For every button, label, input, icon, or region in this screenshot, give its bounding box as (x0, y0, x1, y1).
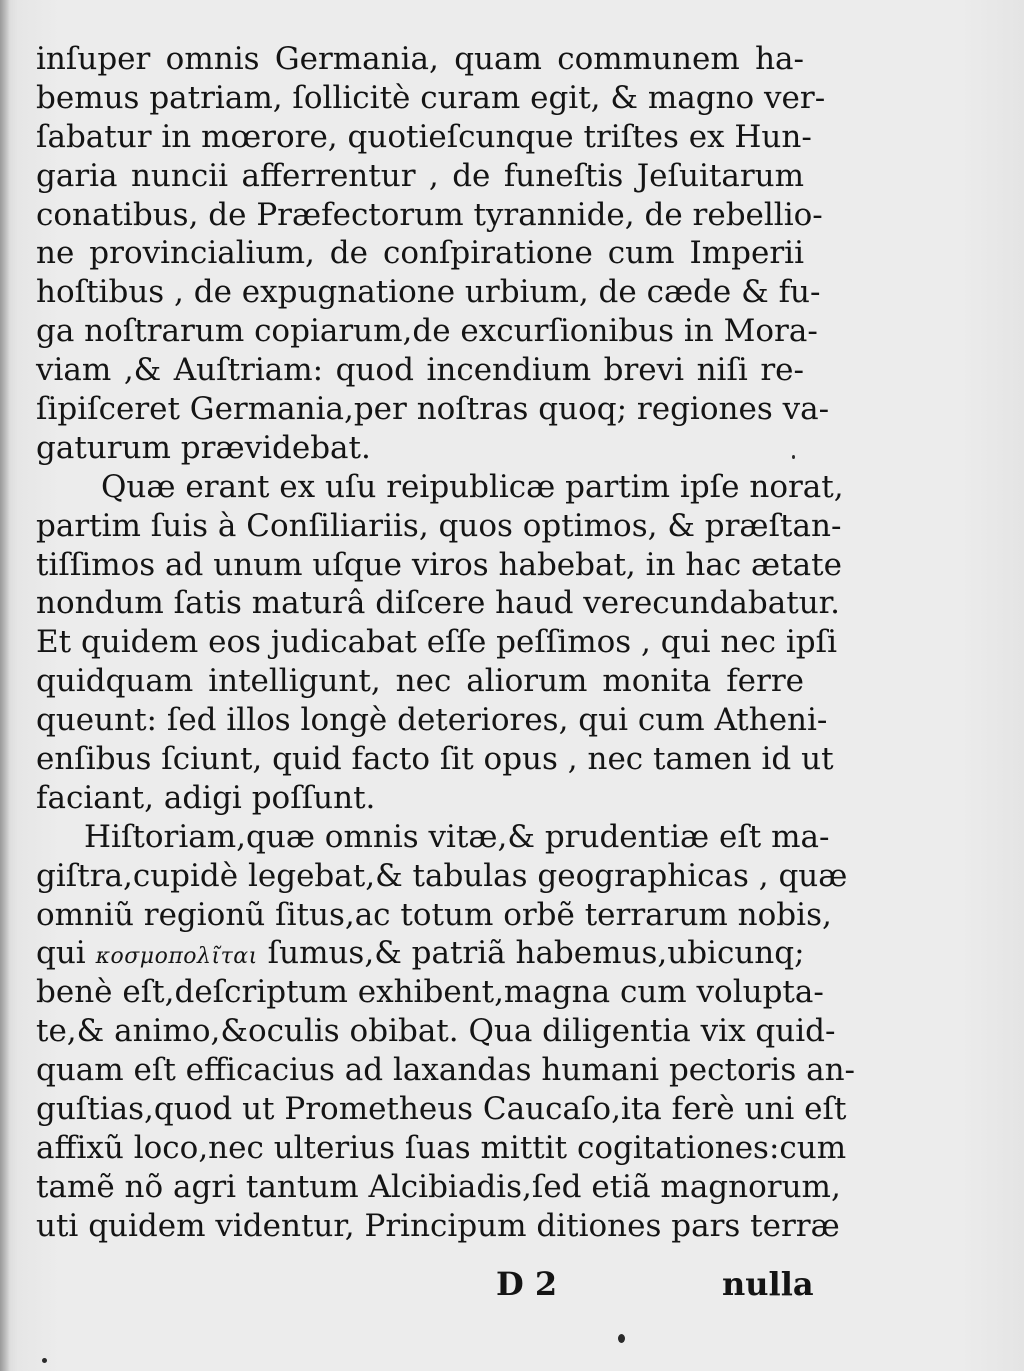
text-line: omniũ regionũ ſitus,ac totum orbẽ terrarum nobis, (36, 896, 832, 933)
text-line: affixũ loco,nec ulterius ſuas mittit cogitationes:cum (36, 1129, 847, 1166)
text-line: uti quidem videntur, Principum ditiones pars terræ (36, 1207, 840, 1244)
text-line-with-greek (36, 934, 804, 973)
text-line: ga noſtrarum copiarum,de excurſionibus in Mora- (36, 313, 818, 350)
text-line: quidquam intelligunt, nec aliorum monita ferre (36, 663, 804, 700)
text-line: Et quidem eos judicabat eſſe peſſimos , qui nec ipſi (36, 624, 838, 661)
ink-speck (42, 1358, 47, 1363)
text-line: ſabatur in mœrore, quotieſcunque triſtes ex Hun- (36, 118, 812, 155)
ink-speck (618, 1334, 625, 1343)
text-line: tiſſimos ad unum uſque viros habebat, in hac ætate (36, 546, 842, 583)
text-line: bemus patriam, ſollicitè curam egit, & magno ver- (36, 79, 826, 116)
greek-word: κοσμοπολῖται (95, 944, 258, 970)
paragraph-2 (36, 468, 844, 818)
text-line: nondum ſatis maturâ diſcere haud verecundabatur. (36, 585, 840, 622)
text-block (36, 40, 856, 1246)
paragraph-1 (36, 40, 830, 468)
text-line: tamẽ nõ agri tantum Alcibiadis,ſed etiã magnorum, (36, 1168, 841, 1205)
binding-shadow (0, 0, 10, 1371)
catchword: nulla (722, 1265, 814, 1303)
page-footer (0, 1262, 1024, 1306)
text-line: enſibus ſciunt, quid facto ſit opus , nec tamen id ut (36, 741, 834, 778)
text-line: ſipiſceret Germania,per noſtras quoq; regiones va- (36, 391, 830, 428)
text-line: guſtias,quod ut Prometheus Caucaſo,ita ferè uni eſt (36, 1091, 847, 1128)
text-line: hoſtibus , de expugnatione urbium, de cæde & fu- (36, 274, 821, 311)
ink-speck (792, 455, 795, 459)
text-line: giſtra,cupidè legebat,& tabulas geographicas , quæ (36, 857, 848, 894)
text-line: te,& animo,&oculis obibat. Qua diligentia vix quid- (36, 1013, 836, 1050)
text-line: viam ,& Auſtriam: quod incendium brevi niſi re- (36, 352, 804, 389)
text-line: queunt: ſed illos longè deteriores, qui cum Atheni- (36, 702, 828, 739)
text-line: Quæ erant ex uſu reipublicæ partim ipſe norat, (101, 468, 844, 505)
text-line: gaturum prævidebat. (36, 429, 371, 466)
text-line: ne provincialium, de conſpiratione cum Imperii (36, 235, 804, 272)
text-line: partim ſuis à Conſiliariis, quos optimos, & præſtan- (36, 507, 842, 544)
paragraph-3 (36, 818, 856, 1246)
text-line: inſuper omnis Germania, quam communem ha- (36, 41, 804, 77)
text-line: Hiſtoriam,quæ omnis vitæ,& prudentiæ eſt ma- (84, 818, 830, 855)
text-line: conatibus, de Præfectorum tyrannide, de rebellio- (36, 196, 823, 233)
text-line: quam eſt efficacius ad laxandas humani pectoris an- (36, 1052, 856, 1089)
text-line: garia nuncii afferrentur , de funeſtis Jeſuitarum (36, 157, 804, 194)
text-segment: ſumus,& patriã habemus,ubicunq; (267, 935, 805, 972)
text-segment: qui (36, 935, 86, 972)
text-line: faciant, adigi poſſunt. (36, 779, 376, 816)
signature-mark: D 2 (496, 1265, 558, 1303)
text-line: benè eſt,deſcriptum exhibent,magna cum volupta- (36, 974, 824, 1011)
